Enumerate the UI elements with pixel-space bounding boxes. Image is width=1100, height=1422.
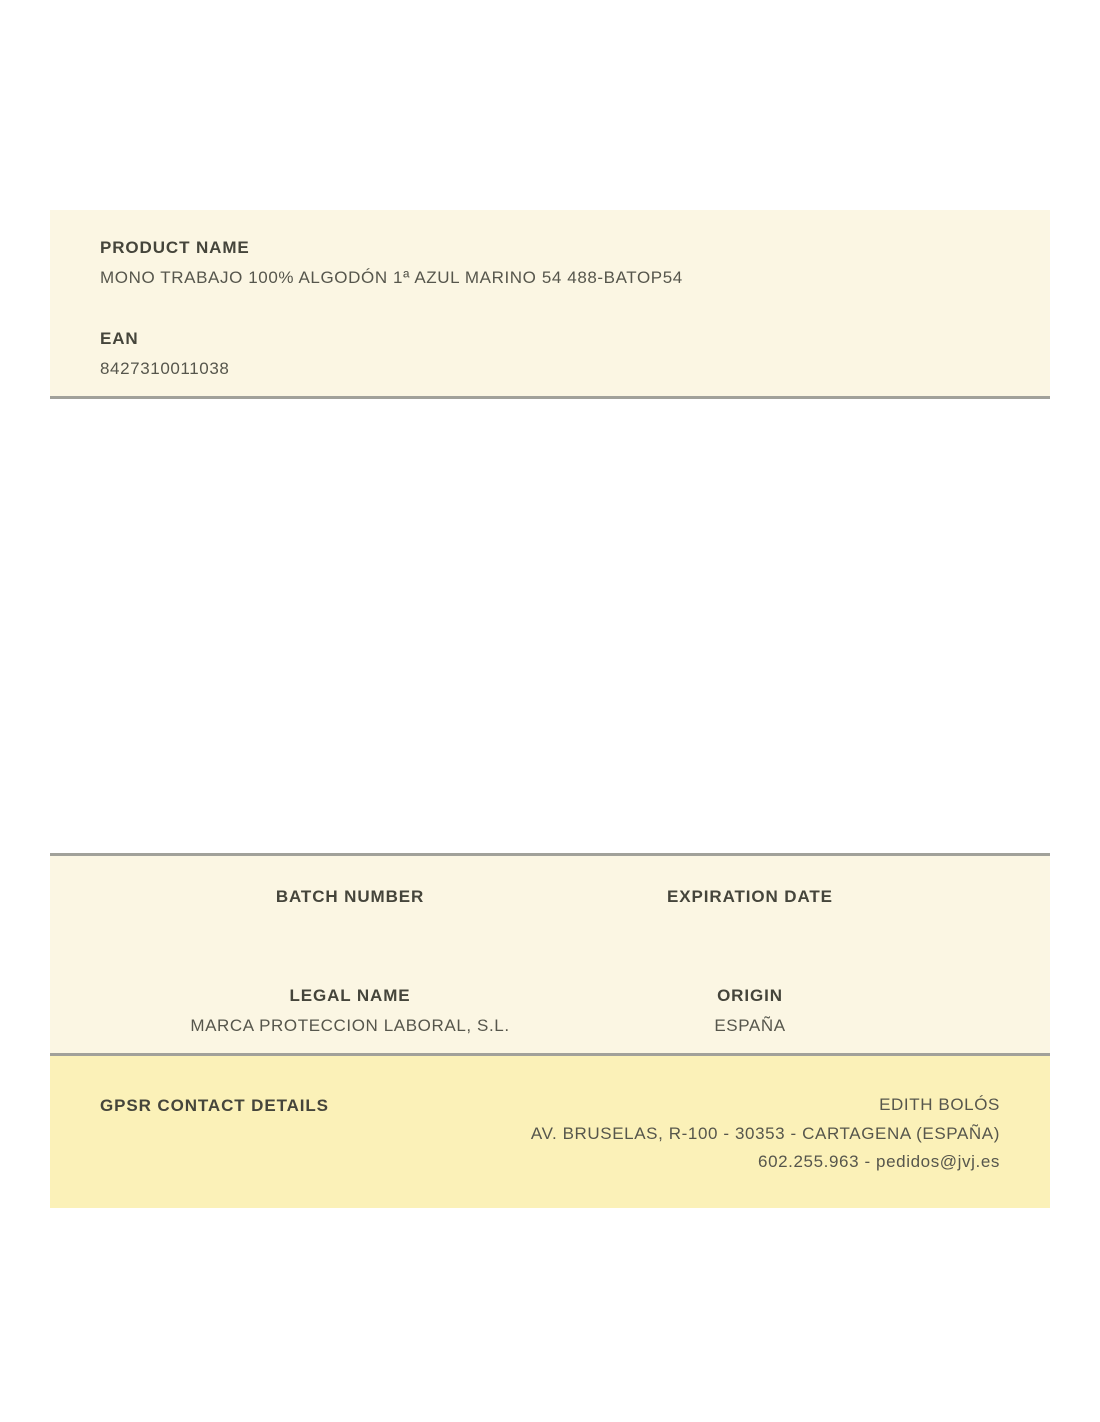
gpsr-contact-label: GPSR CONTACT DETAILS: [100, 1096, 329, 1115]
origin-label: ORIGIN: [717, 986, 783, 1005]
batch-expiration-row: [150, 886, 950, 916]
ean-value: 8427310011038: [100, 359, 230, 378]
origin-value: ESPAÑA: [714, 1016, 786, 1035]
gpsr-contact-section: [50, 1056, 1050, 1208]
batch-legal-section: [50, 853, 1050, 1056]
contact-phone-email: 602.255.963 - pedidos@jvj.es: [758, 1152, 1000, 1171]
product-name-label: PRODUCT NAME: [100, 238, 250, 257]
contact-name: EDITH BOLÓS: [879, 1095, 1000, 1114]
expiration-date-label: EXPIRATION DATE: [667, 887, 833, 906]
gpsr-contact-details: [531, 1091, 1000, 1177]
legal-name-value: MARCA PROTECCION LABORAL, S.L.: [190, 1016, 510, 1035]
origin-column: [550, 985, 950, 1036]
batch-number-column: [150, 886, 550, 916]
batch-number-label: BATCH NUMBER: [275, 887, 425, 906]
product-name-value: MONO TRABAJO 100% ALGODÓN 1ª AZUL MARINO 54 488-BATOP54: [100, 268, 683, 287]
legal-name-label: LEGAL NAME: [289, 986, 411, 1005]
ean-label: EAN: [100, 329, 139, 348]
contact-address: AV. BRUSELAS, R-100 - 30353 - CARTAGENA (ESPAÑA): [530, 1123, 1000, 1143]
expiration-date-column: [550, 886, 950, 916]
legal-name-column: [150, 985, 550, 1036]
legal-origin-row: [150, 985, 950, 1036]
product-section: [50, 210, 1050, 399]
